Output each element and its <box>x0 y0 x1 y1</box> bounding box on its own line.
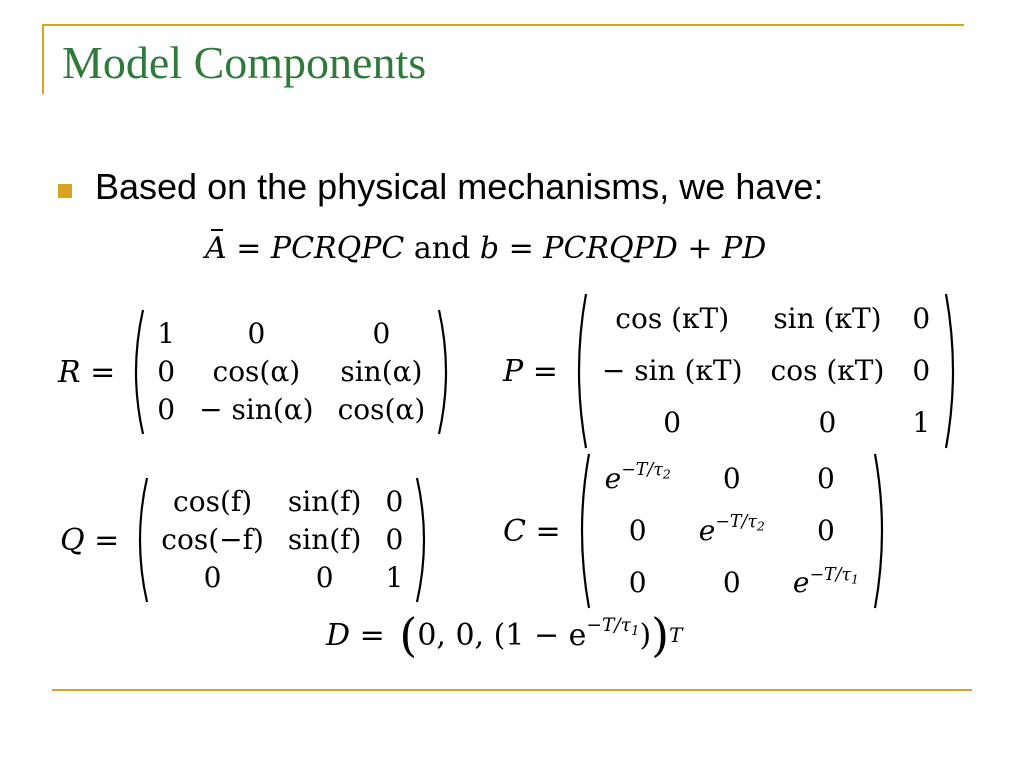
matrix-row <box>145 353 437 391</box>
matrix-cell: sin(α) <box>340 354 423 388</box>
D-body: 0, 0, $(1 - e^{-T/\tau_1})$ <box>417 615 652 653</box>
matrix-row <box>149 559 415 597</box>
matrix-cell: cos (κT) <box>770 353 885 387</box>
matrix-cell: 0 <box>628 566 647 600</box>
matrix-cell: 0 <box>203 561 222 595</box>
matrix-cell: 1 <box>385 561 404 595</box>
matrix-C-body <box>591 453 873 610</box>
right-paren-icon <box>944 292 962 450</box>
right-paren-icon: ) <box>651 608 670 662</box>
equation-abar-b <box>205 231 766 266</box>
left-paren-icon <box>573 452 591 610</box>
left-paren-icon <box>570 292 588 450</box>
matrix-cell: 0 <box>817 513 835 547</box>
matrix-cell: cos(α) <box>337 393 426 427</box>
matrix-row <box>588 397 944 449</box>
matrix-row <box>149 483 415 521</box>
and-word: and <box>413 231 480 266</box>
slide-title: Model Components <box>62 37 427 88</box>
matrix-cell: 1 <box>157 316 176 350</box>
b-equation: b = PCRQPD + PD <box>479 231 767 266</box>
matrix-cell: 0 <box>817 461 835 495</box>
matrix-Q-label: Q = <box>60 522 120 558</box>
abar-rhs: = PCRQPC <box>236 231 405 266</box>
matrix-cell: − sin(α) <box>199 393 314 427</box>
matrix-cell: sin(f) <box>287 522 362 556</box>
matrix-cell: cos (κT) <box>615 301 730 335</box>
matrix-cell: 0 <box>157 354 176 388</box>
matrix-P <box>503 292 962 450</box>
matrix-cell: sin(f) <box>287 484 362 518</box>
matrix-Q-body <box>149 483 415 598</box>
matrix-cell: 0 <box>385 522 404 556</box>
matrix-cell: 0 <box>372 316 391 350</box>
matrix-cell: 0 <box>157 393 176 427</box>
matrix-R <box>58 308 455 436</box>
matrix-row <box>149 521 415 559</box>
matrix-cell: $e^{-T/\tau_1}$ <box>792 564 859 600</box>
matrix-row <box>145 391 437 429</box>
matrix-cell: 0 <box>247 316 266 350</box>
matrix-row <box>145 315 437 353</box>
right-paren-icon <box>415 476 433 604</box>
matrix-row <box>591 557 873 609</box>
D-lhs: D = <box>326 617 385 653</box>
equation-D: D = ( 0, 0, $(1 - e^{-T/\tau_1})$ ) T <box>326 608 683 662</box>
left-paren-icon <box>131 476 149 604</box>
matrix-cell: 0 <box>628 513 647 547</box>
matrix-cell: 0 <box>722 566 741 600</box>
matrix-R-label: R = <box>58 354 116 390</box>
left-paren-icon: ( <box>384 608 418 662</box>
matrix-R-body <box>145 315 437 430</box>
matrix-cell: 0 <box>912 301 931 335</box>
matrix-cell: 0 <box>315 561 334 595</box>
matrix-P-body <box>588 293 944 450</box>
matrix-cell: $e^{-T/\tau_2}$ <box>604 460 671 495</box>
matrix-cell: − sin (κT) <box>601 353 743 387</box>
matrix-cell: cos(α) <box>212 354 301 388</box>
matrix-C <box>503 452 891 610</box>
matrix-cell: 0 <box>722 461 741 495</box>
matrix-row <box>591 453 873 505</box>
matrix-cell: 0 <box>385 484 404 518</box>
matrix-row <box>588 345 944 397</box>
matrix-cell: 1 <box>912 406 931 440</box>
right-paren-icon <box>437 308 455 436</box>
left-paren-icon <box>127 308 145 436</box>
matrix-row <box>591 505 873 557</box>
matrix-cell: 0 <box>818 406 837 440</box>
matrix-cell: sin (κT) <box>773 301 882 335</box>
bullet-text: Based on the physical mechanisms, we have: <box>95 166 824 207</box>
matrix-cell: 0 <box>912 353 931 387</box>
matrix-cell: 0 <box>663 406 682 440</box>
matrix-C-label: C = <box>503 513 561 549</box>
bullet-square-icon <box>58 184 72 198</box>
matrix-row <box>588 293 944 345</box>
right-paren-icon <box>873 452 891 610</box>
matrix-P-label: P = <box>503 353 558 389</box>
abar-symbol: A <box>205 231 227 266</box>
matrix-cell: cos(−f) <box>161 522 264 556</box>
matrix-cell: cos(f) <box>173 484 253 518</box>
bottom-rule <box>52 689 972 691</box>
title-rule-horizontal <box>42 24 964 26</box>
title-rule-vertical <box>42 24 44 94</box>
matrix-Q <box>60 476 433 604</box>
matrix-cell: $e^{-T/\tau_2}$ <box>698 512 765 547</box>
